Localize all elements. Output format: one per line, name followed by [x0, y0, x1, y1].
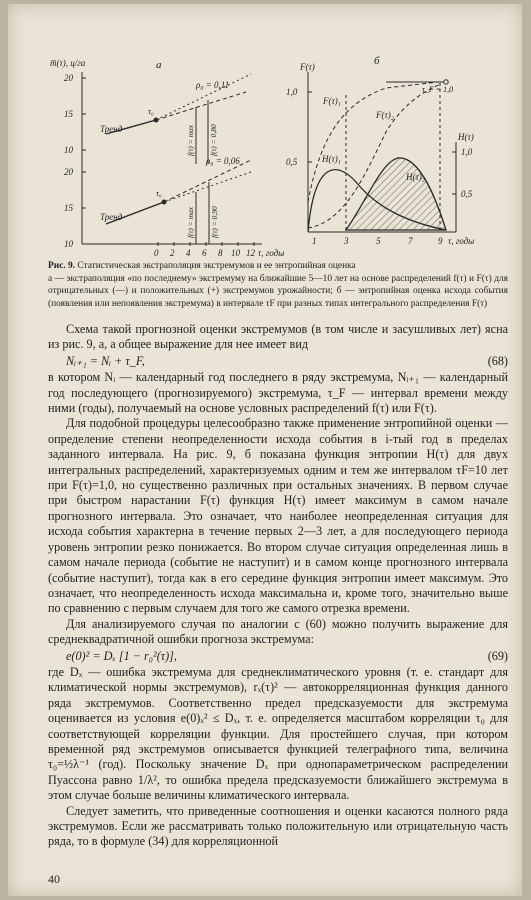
formula-69 — [48, 649, 508, 664]
panel-b-left-title: F(τ) — [300, 62, 315, 72]
rho-bottom: ρ₀ = 0,06 — [206, 156, 240, 166]
paragraph: где Dₓ — ошибка экстремума для среднеклиматического уровня (т. е. стандарт для климатической нормы экстремумов), rₓ(τ)² — автокорреляционная функция данного ряда экстремумов. Соответственно предел предсказуемости для экстремума оценивается из условия e(0)ₓ² ≤ Dₓ, т. е. определяется масштабом корреляции τ₀ для соответствующей корреляции функции. Для простейшего случая, при котором временной ряд экстремумов описывается функцией телеграфного типа, величина τ₀=½λ⁻¹ (год). Поскольку значение Dₓ при однопараметрическом распределении Пуассона равно 1/λ², то ошибка предела предсказуемости ближайшего экстремума в этом случае больше величины климатического интервала. — [48, 664, 508, 803]
right-tick: 1,0 — [461, 147, 473, 157]
y-tick: 20 — [64, 73, 73, 83]
caption-title-text: Статистическая экстраполяция экстремумов и ее энтропийная оценка — [77, 261, 356, 271]
x-tick: 5 — [376, 236, 381, 246]
panel-a-x-title: τ, годы — [258, 248, 285, 258]
paragraph: Следует заметить, что приведенные соотношения и оценки касаются полного ряда экстремумов. Если же рассматривать только положительную или отрицательную часть ряда, то в формуле (34) для корреляционной — [48, 803, 508, 849]
x-tick: 8 — [218, 248, 223, 258]
curve-h2-label: H(τ)₂ — [406, 172, 425, 182]
y-tick: 20 — [64, 167, 73, 177]
x-tick: 1 — [312, 236, 317, 246]
rho-top: ρ₀ = 0,11 — [196, 80, 230, 90]
f-bottom-max: f(τ) = max — [186, 206, 195, 238]
x-tick: 0 — [154, 248, 159, 258]
x-tick: 3 — [344, 236, 349, 246]
curve-f2-label: F(τ)₂ — [376, 110, 394, 120]
panel-b-label: б — [374, 55, 380, 67]
formula-body: e(0)² = Dₓ [1 − r₀²(τ)], — [66, 648, 177, 663]
tau-bottom: τ₀ — [156, 189, 162, 198]
formula-number: (69) — [487, 648, 508, 663]
x-tick: 9 — [438, 236, 443, 246]
y-tick: 15 — [64, 203, 73, 213]
paragraph: Для подобной процедуры целесообразно также применение энтропийной оценки — определение степени неопределенности исхода события в i-тый год в пределах заданного интервала. На рис. 9, б показана функция энтропии H(τ) для двух интегральных распределений, характеризуемых одним и тем же интервалом τF=10 лет при F(τ)=1,0, но существенно различных при остальных значениях. В первом случае при быстром нарастании F(τ) функция H(τ) имеет максимум в самом начале прогнозного интервала. Это означает, что наиболее неопределенная ситуация для исхода события характерна в течение первых 2—3 лет, а для последующего периода уровень энтропии резко понижается. Во втором случае ситуация определенная лишь в самом начале периода (событие не наступит) и в самом конце прогнозного интервала (событие наступит), тогда как в его середине функция энтропии имеет максимум. Это означает, что неопределенность исхода максимальна и, кроме того, значительно выше по сравнению с первым случаем для того же самого отрезка времени. — [48, 416, 508, 616]
caption-text: а — экстраполяция «по последнему» экстремуму на ближайшие 5—10 лет на основе распределений f(τ) и F(τ) для отрицательных (—) и положительных (+) экстремумов урожайности; б — энтропийная оценка исхода события (появления или непоявления экстремума) в интервале τF при разных типах интегрального распределения F(τ) — [48, 273, 508, 309]
book-page — [8, 4, 522, 896]
trend-label-top: Тренд — [100, 124, 123, 134]
body-text — [48, 322, 508, 850]
y-tick: 15 — [64, 109, 73, 119]
panel-b-right-title: H(τ) — [458, 132, 474, 142]
f-top-val: f(τ) = 0,80 — [209, 124, 218, 156]
formula-body: Nᵢ₊₁ = Nᵢ + τ_F, — [66, 353, 145, 368]
trend-label-bottom: Тренд — [100, 212, 123, 222]
y-tick: 10 — [64, 145, 73, 155]
x-tick: 6 — [202, 248, 207, 258]
tau-top: τ₀ — [148, 107, 154, 116]
panel-a-y-title: m̅(τ), ц/га — [50, 58, 86, 68]
panel-b-x-title: τ, годы — [448, 236, 475, 246]
right-tick: 0,5 — [461, 189, 473, 199]
figure-caption — [48, 260, 508, 310]
curve-h1-label: H(τ)₁ — [322, 154, 341, 164]
x-tick: 7 — [408, 236, 413, 246]
x-tick: 2 — [170, 248, 175, 258]
left-tick: 0,5 — [286, 157, 298, 167]
paragraph: Схема такой прогнозной оценки экстремумов (в том числе и засушливых лет) ясна из рис. 9, а, а общее выражение для нее имеет вид — [48, 322, 508, 352]
y-tick: 10 — [64, 239, 73, 249]
f-bottom-val: f(τ) = 0,90 — [210, 206, 219, 238]
paragraph: Для анализируемого случая по аналогии с (60) можно получить выражение для среднеквадратичной ошибки прогноза экстремума: — [48, 616, 508, 647]
f-top-max: f(τ) = max — [186, 124, 195, 156]
page-number: 40 — [48, 872, 60, 886]
paragraph: в котором Nᵢ — календарный год последнего в ряду экстремума, Nᵢ₊₁ — календарный год последующего (прогнозируемого) экстремума, τ_F — интервал времени между ними (годы), получаемый на основе условных распределений f(τ) или F(τ). — [48, 370, 508, 416]
caption-title: Рис. 9. — [48, 261, 76, 271]
formula-68 — [48, 354, 508, 369]
curve-f1-label: F(τ)₁ — [323, 96, 341, 106]
figure-9 — [46, 52, 506, 262]
formula-number: (68) — [487, 353, 508, 368]
x-tick: 10 — [231, 248, 240, 258]
x-tick: 4 — [186, 248, 191, 258]
left-tick: 1,0 — [286, 87, 298, 97]
panel-a-label: а — [156, 59, 162, 71]
x-tick: 12 — [246, 248, 255, 258]
tau-f-marker: τ_F = 1,0 — [422, 85, 454, 94]
